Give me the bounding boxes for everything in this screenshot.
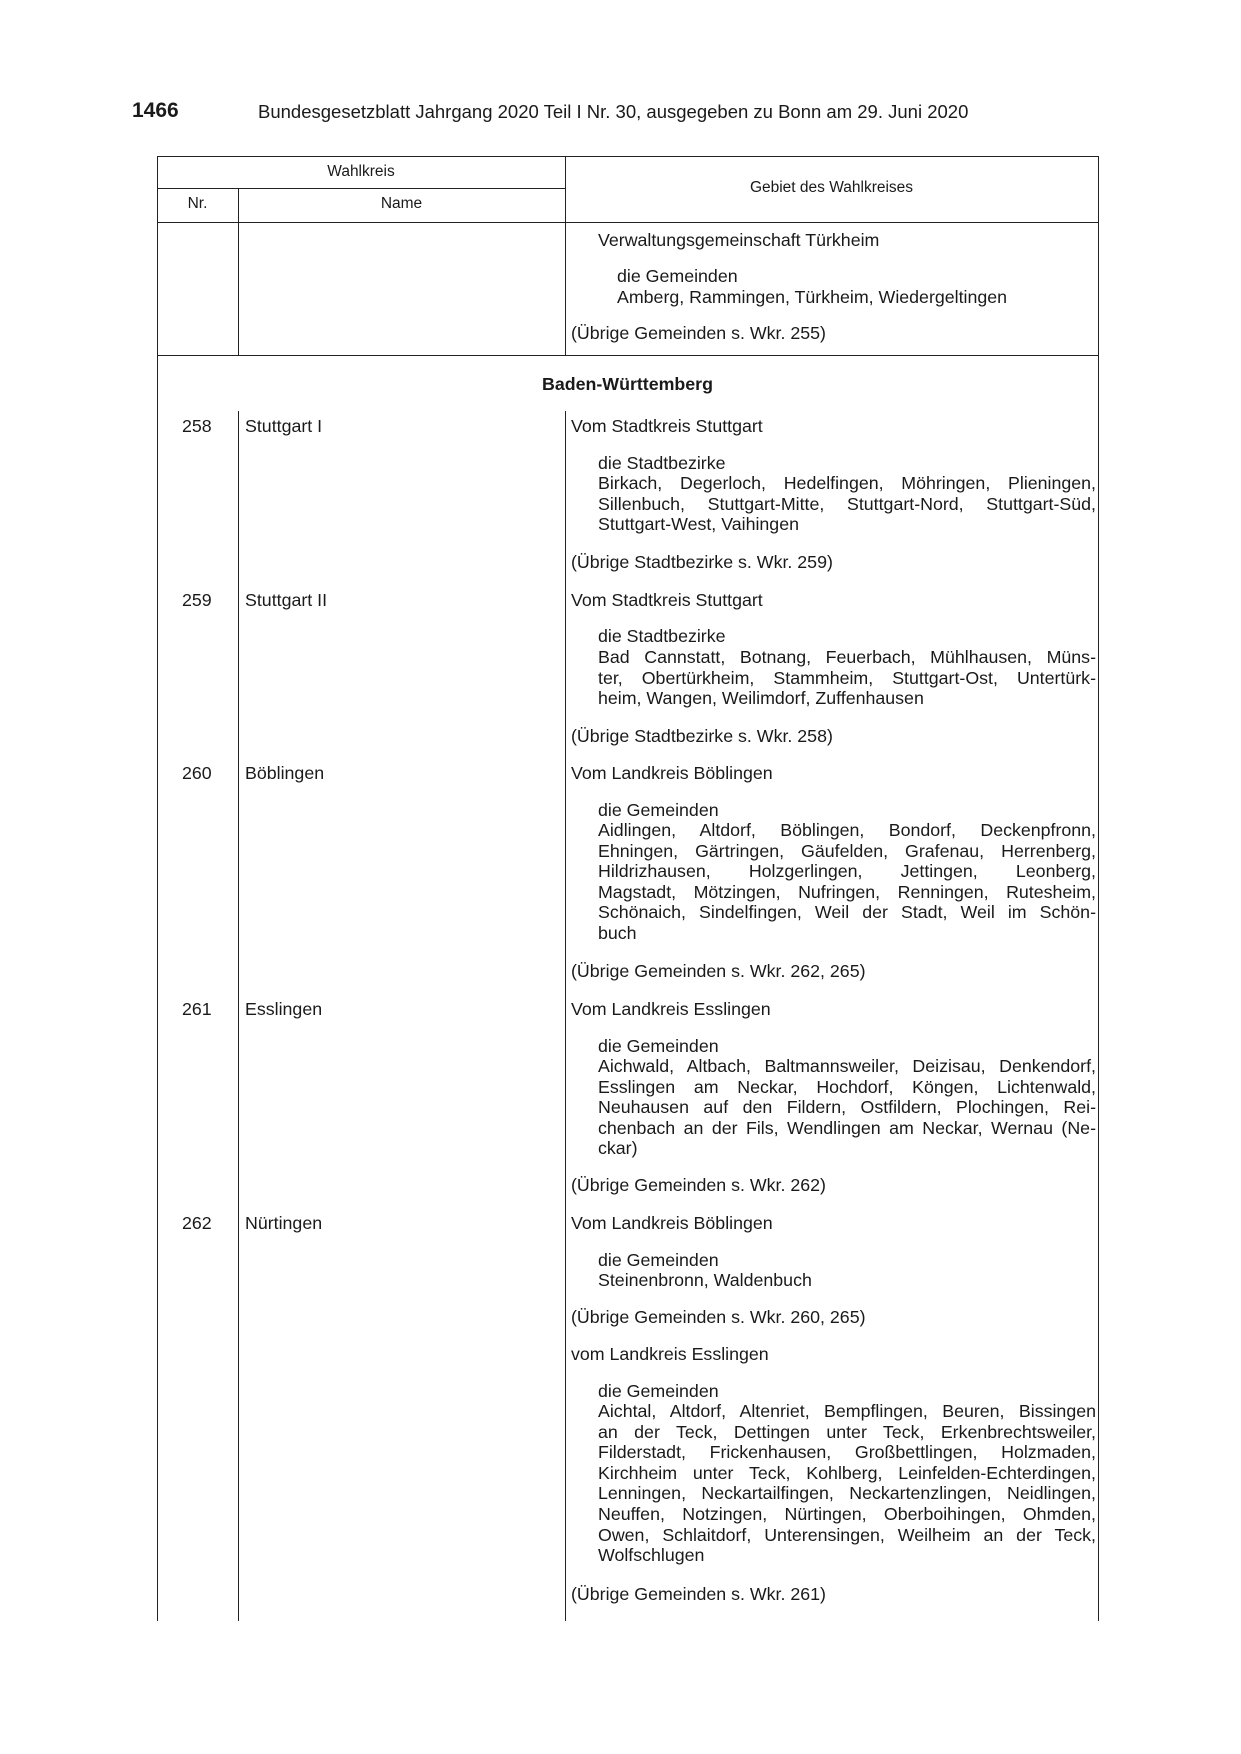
table-left-border-lower bbox=[157, 355, 158, 1621]
list-line: Aichtal, Altdorf, Altenriet, Bempflingen, Beuren, Bissingen bbox=[598, 1401, 1096, 1421]
page-number: 1466 bbox=[132, 99, 179, 122]
list-line: Schönaich, Sindelfingen, Weil der Stadt, Weil im Schön- bbox=[598, 902, 1096, 923]
table-right-border-lower bbox=[1098, 355, 1099, 1621]
continuation-note: (Übrige Gemeinden s. Wkr. 255) bbox=[571, 323, 826, 343]
district-note: (Übrige Gemeinden s. Wkr. 261) bbox=[571, 1584, 826, 1604]
municipality-list bbox=[598, 647, 1096, 709]
wahlkreis-divider bbox=[157, 188, 565, 189]
district-name: Stuttgart II bbox=[245, 590, 328, 610]
continuation-sub-label: die Gemeinden bbox=[617, 266, 738, 286]
list-line: Sillenbuch, Stuttgart-Mitte, Stuttgart-Nord, Stuttgart-Süd, bbox=[598, 493, 1096, 514]
list-line: Kirchheim unter Teck, Kohlberg, Leinfelden-Echterdingen, bbox=[598, 1462, 1096, 1483]
district-note: (Übrige Gemeinden s. Wkr. 262, 265) bbox=[571, 961, 866, 981]
header-wahlkreis: Wahlkreis bbox=[327, 163, 395, 180]
list-line: ckar) bbox=[598, 1138, 638, 1159]
district-sub-label: die Stadtbezirke bbox=[598, 626, 726, 646]
district-sub-label: die Stadtbezirke bbox=[598, 453, 726, 473]
list-line: Filderstadt, Frickenhausen, Großbettlingen, Holzmaden, bbox=[598, 1442, 1096, 1463]
list-line: ter, Obertürkheim, Stammheim, Stuttgart-Ost, Untertürk- bbox=[598, 667, 1096, 688]
header-nr: Nr. bbox=[187, 195, 208, 212]
list-line: Hildrizhausen, Holzgerlingen, Jettingen, Leonberg, bbox=[598, 861, 1096, 882]
district-nr: 262 bbox=[182, 1213, 212, 1233]
col-divider-nr-name bbox=[238, 188, 239, 356]
page-header-title: Bundesgesetzblatt Jahrgang 2020 Teil I Nr. 30, ausgegeben zu Bonn am 29. Juni 2020 bbox=[258, 101, 969, 122]
header-gebiet: Gebiet des Wahlkreises bbox=[749, 179, 914, 196]
col-divider-nr-name-lower bbox=[238, 411, 239, 1621]
district-nr: 258 bbox=[182, 416, 212, 436]
list-line: heim, Wangen, Weilimdorf, Zuffenhausen bbox=[598, 688, 924, 709]
list-line: Lenningen, Neckartailfingen, Neckartenzlingen, Neidlingen, bbox=[598, 1483, 1096, 1504]
list-line: Owen, Schlaitdorf, Unterensingen, Weilheim an der Teck, bbox=[598, 1524, 1096, 1545]
section-divider bbox=[157, 355, 1098, 356]
district-name: Esslingen bbox=[245, 999, 323, 1019]
municipality-list bbox=[598, 820, 1096, 944]
list-line: Wolfschlugen bbox=[598, 1545, 705, 1566]
district-name: Stuttgart I bbox=[245, 416, 323, 436]
list-line: Esslingen am Neckar, Hochdorf, Köngen, Lichtenwald, bbox=[598, 1076, 1096, 1097]
district-note: (Übrige Gemeinden s. Wkr. 260, 265) bbox=[571, 1307, 866, 1327]
district-area-heading: Vom Landkreis Böblingen bbox=[571, 763, 773, 783]
district-area-heading: Vom Landkreis Böblingen bbox=[571, 1213, 773, 1233]
table-top-border bbox=[157, 156, 1098, 157]
table-right-border bbox=[1098, 156, 1099, 356]
district-area-heading: Vom Landkreis Esslingen bbox=[571, 999, 771, 1019]
municipality-list bbox=[598, 473, 1096, 535]
municipality-list bbox=[598, 1401, 1096, 1566]
district-area-heading: Vom Stadtkreis Stuttgart bbox=[571, 416, 763, 436]
list-line: Aichwald, Altbach, Baltmannsweiler, Deizisau, Denkendorf, bbox=[598, 1056, 1096, 1076]
district-note: (Übrige Stadtbezirke s. Wkr. 258) bbox=[571, 726, 833, 746]
list-line: Birkach, Degerloch, Hedelfingen, Möhringen, Plieningen, bbox=[598, 473, 1096, 493]
col-divider-name-gebiet-lower bbox=[565, 411, 566, 1621]
continuation-heading: Verwaltungsgemeinschaft Türkheim bbox=[598, 230, 880, 250]
list-line: Stuttgart-West, Vaihingen bbox=[598, 514, 799, 535]
list-line: Ehningen, Gärtringen, Gäufelden, Grafenau, Herrenberg, bbox=[598, 840, 1096, 861]
district-sub-label: die Gemeinden bbox=[598, 1381, 719, 1401]
municipality-list bbox=[598, 1056, 1096, 1159]
list-line: buch bbox=[598, 922, 637, 943]
district-sub-label: die Gemeinden bbox=[598, 1250, 719, 1270]
table-left-border bbox=[157, 156, 158, 356]
header-bottom-border bbox=[157, 222, 1098, 223]
district-note: (Übrige Stadtbezirke s. Wkr. 259) bbox=[571, 552, 833, 572]
district-name: Böblingen bbox=[245, 763, 325, 783]
section-title: Baden-Württemberg bbox=[542, 374, 713, 394]
list-line: Bad Cannstatt, Botnang, Feuerbach, Mühlhausen, Müns- bbox=[598, 647, 1096, 667]
district-sub-label: die Gemeinden bbox=[598, 1036, 719, 1056]
list-line: Neuffen, Notzingen, Nürtingen, Oberboihingen, Ohmden, bbox=[598, 1503, 1096, 1524]
district-note: (Übrige Gemeinden s. Wkr. 262) bbox=[571, 1175, 826, 1195]
district-area-heading: Vom Stadtkreis Stuttgart bbox=[571, 590, 763, 610]
list-line: Aidlingen, Altdorf, Böblingen, Bondorf, Deckenpfronn, bbox=[598, 820, 1096, 840]
header-name: Name bbox=[380, 195, 423, 212]
list-line: Magstadt, Mötzingen, Nufringen, Renningen, Rutesheim, bbox=[598, 881, 1096, 902]
list-line: an der Teck, Dettingen unter Teck, Erkenbrechtsweiler, bbox=[598, 1421, 1096, 1442]
continuation-sub-list: Amberg, Rammingen, Türkheim, Wiedergeltingen bbox=[617, 287, 1008, 307]
list-line: chenbach an der Fils, Wendlingen am Neckar, Wernau (Ne- bbox=[598, 1117, 1096, 1138]
list-line: Neuhausen auf den Fildern, Ostfildern, Plochingen, Rei- bbox=[598, 1097, 1096, 1118]
district-nr: 259 bbox=[182, 590, 212, 610]
district-sub-label: die Gemeinden bbox=[598, 800, 719, 820]
district-name: Nürtingen bbox=[245, 1213, 323, 1233]
district-area-heading: vom Landkreis Esslingen bbox=[571, 1344, 769, 1364]
district-nr: 260 bbox=[182, 763, 212, 783]
list-line: Steinenbronn, Waldenbuch bbox=[598, 1270, 812, 1290]
municipality-list bbox=[598, 1270, 1096, 1291]
district-nr: 261 bbox=[182, 999, 212, 1019]
